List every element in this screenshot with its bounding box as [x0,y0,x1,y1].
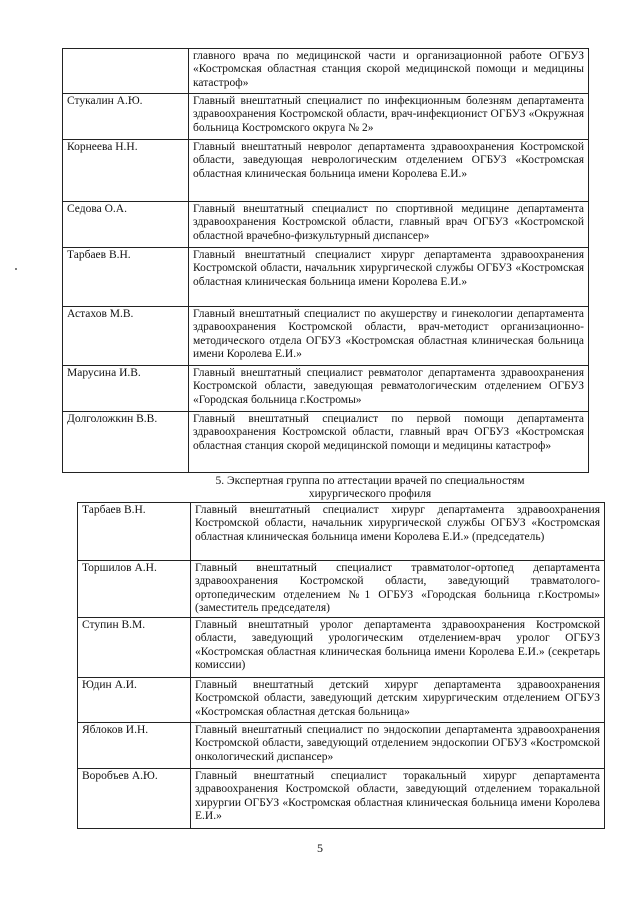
specialist-position: Главный внештатный невролог департамента здравоохранения Костромской области, заведующая неврологическим отделением ОГБУЗ «Костромская областная клиническая больница имени Королева Е.И.» [189,140,589,202]
specialist-name: Тарбаев В.Н. [78,503,191,561]
table-row [63,94,589,140]
specialist-name: Седова О.А. [63,202,189,248]
specialist-position: Главный внештатный специалист торакальный хирург департамента здравоохранения Костромской области, заведующий отделением торакальной хирургии ОГБУЗ «Костромская областная клиническая больница имени Королева Е.И.» [191,769,605,829]
specialist-name [63,49,189,94]
specialist-position: Главный внештатный специалист по спортивной медицине департамента здравоохранения Костромской области, главный врач ОГБУЗ «Костромской областной врачебно-физкультурный диспансер» [189,202,589,248]
table-row [78,723,605,769]
specialist-name: Ступин В.М. [78,618,191,678]
table-row [78,769,605,829]
specialist-name: Стукалин А.Ю. [63,94,189,140]
table-row [78,561,605,618]
page-number: 5 [317,841,323,855]
table-row [63,202,589,248]
specialist-position: Главный внештатный специалист хирург департамента здравоохранения Костромской области, начальник хирургической службы ОГБУЗ «Костромская областная клиническая больница имени Королева Е.И.» (председатель) [191,503,605,561]
table-row [63,412,589,473]
table-row [63,49,589,94]
table-row [63,307,589,366]
specialists-table-2 [77,502,605,829]
specialist-position: Главный внештатный специалист по акушерству и гинекологии департамента здравоохранения Костромской области, врач-методист организационно-методического отдела ОГБУЗ «Костромская областная клиническая больница имени Королева Е.И.» [189,307,589,366]
specialist-name: Торшилов А.Н. [78,561,191,618]
scan-speck [15,268,17,270]
specialist-position: главного врача по медицинской части и организационной работе ОГБУЗ «Костромская областная станция скорой медицинской помощи и медицины катастроф» [189,49,589,94]
specialist-position: Главный внештатный детский хирург департамента здравоохранения Костромской области, заведующий детским хирургическим отделением ОГБУЗ «Костромская областная детская больница» [191,678,605,723]
specialist-position: Главный внештатный уролог департамента здравоохранения Костромской области, заведующий урологическим отделением-врач уролог ОГБУЗ «Костромская областная клиническая больница имени Королева Е.И.» (секретарь комиссии) [191,618,605,678]
table-row [78,618,605,678]
specialist-name: Юдин А.И. [78,678,191,723]
table-row [63,248,589,307]
specialist-position: Главный внештатный специалист по эндоскопии департамента здравоохранения Костромской области, заведующий отделением эндоскопии ОГБУЗ «Костромской онкологический диспансер» [191,723,605,769]
specialist-position: Главный внештатный специалист ревматолог департамента здравоохранения Костромской области, заведующая ревматологическим отделением ОГБУЗ «Городская больница г.Костромы» [189,366,589,412]
specialist-position: Главный внештатный специалист травматолог-ортопед департамента здравоохранения Костромской области, заведующий травматолого-ортопедическим отделением №1 ОГБУЗ «Городская больница г.Костромы» (заместитель председателя) [191,561,605,618]
table-row [63,366,589,412]
table-row [78,503,605,561]
section-heading: 5. Экспертная группа по аттестации врачей по специальностям хирургического профиля [215,475,525,501]
specialist-position: Главный внештатный специалист хирург департамента здравоохранения Костромской области, начальник хирургической службы ОГБУЗ «Костромская областная клиническая больница имени Королева Е.И.» [189,248,589,307]
table-row [63,140,589,202]
table-row [78,678,605,723]
specialists-table-1 [62,48,589,473]
specialist-name: Корнеева Н.Н. [63,140,189,202]
specialist-name: Астахов М.В. [63,307,189,366]
specialist-name: Воробъев А.Ю. [78,769,191,829]
specialist-name: Яблоков И.Н. [78,723,191,769]
specialist-position: Главный внештатный специалист по инфекционным болезням департамента здравоохранения Костромской области, врач-инфекционист ОГБУЗ «Окружная больница Костромского округа № 2» [189,94,589,140]
specialist-name: Марусина И.В. [63,366,189,412]
specialist-position: Главный внештатный специалист по первой помощи департамента здравоохранения Костромской области, главный врач ОГБУЗ «Костромская областная станция скорой медицинской помощи и медицины катастроф» [189,412,589,473]
specialist-name: Долголожкин В.В. [63,412,189,473]
specialist-name: Тарбаев В.Н. [63,248,189,307]
